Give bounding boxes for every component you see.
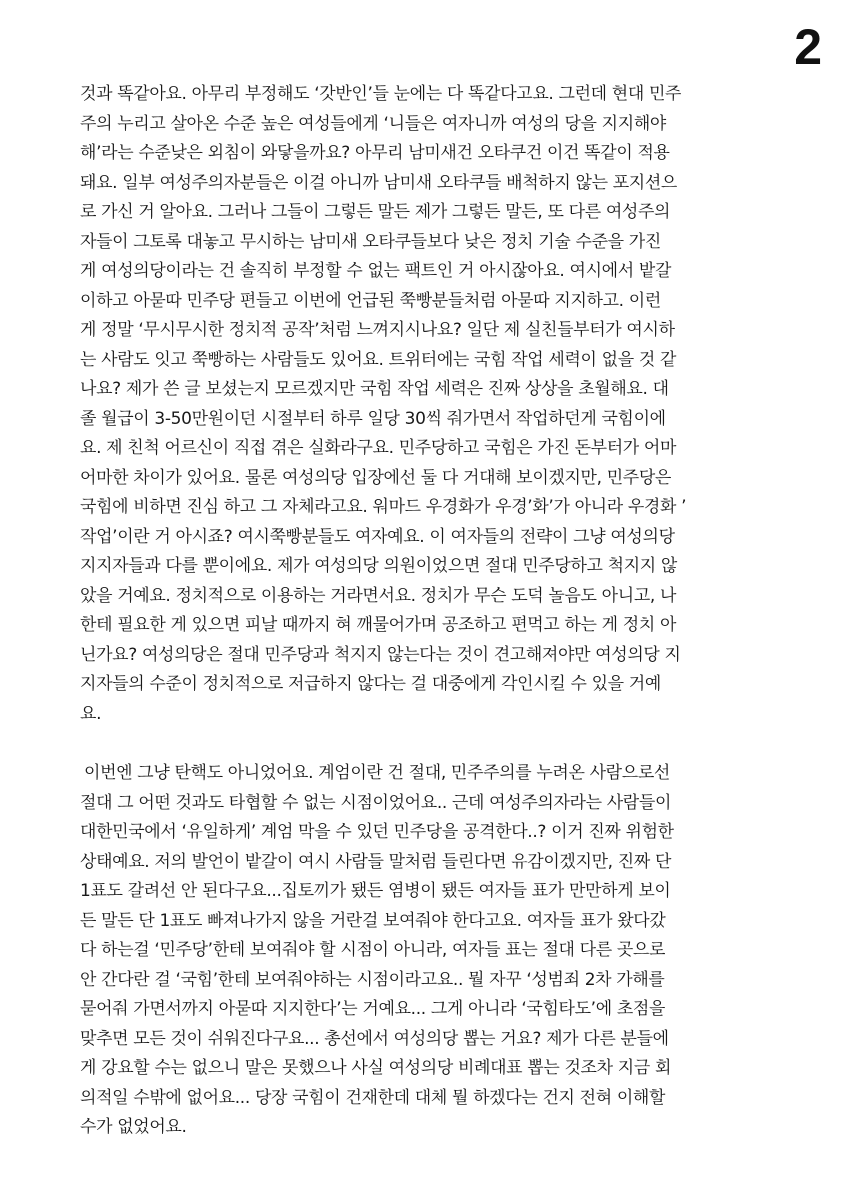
text-line: 절대 그 어떤 것과도 타협할 수 없는 시점이었어요.. 근데 여성주의자라는 사람들이 [80, 792, 672, 813]
text-line: 는 사람도 잇고 쭉빵하는 사람들도 있어요. 트위터에는 국힘 작업 세력이 없을 것 같 [80, 349, 677, 370]
text-line: 요. [80, 703, 102, 724]
text-line: 든 말든 단 1표도 빠져나가지 않을 거란걸 보여줘야 한다고요. 여자들 표가 왔다갔 [80, 910, 666, 931]
text-line: 졸 월급이 3-50만원이던 시절부터 하루 일당 30씩 줘가면서 작업하던게 국힘이에 [80, 408, 666, 429]
paragraph-2 [80, 759, 780, 1143]
text-line: 게 여성의당이라는 건 솔직히 부정할 수 없는 팩트인 거 아시잖아요. 여시에서 밭갈 [80, 261, 672, 281]
text-line: 다 하는걸 ‘민주당’한테 보여줘야 할 시점이 아니라, 여자들 표는 절대 다른 곳으로 [80, 940, 666, 960]
text-line: 이하고 아묻따 민주당 편들고 이번에 언급된 쭉빵분들처럼 아묻따 지지하고. 이런 [80, 290, 661, 311]
text-line: 지자들의 수준이 정치적으로 저급하지 않다는 걸 대중에게 각인시킬 수 있을 거예 [80, 674, 661, 694]
text-line: 이번엔 그냥 탄핵도 아니었어요. 계엄이란 건 절대, 민주주의를 누려온 사람으로선 [84, 763, 670, 783]
text-line: 게 정말 ‘무시무시한 정치적 공작’처럼 느껴지시나요? 일단 제 실친들부터가 여시하 [80, 320, 675, 340]
text-line: 1표도 갈려선 안 된다구요...집토끼가 됐든 염병이 됐든 여자들 표가 만만하게 보이 [80, 881, 671, 901]
paragraph-spacer [80, 729, 780, 759]
text-line: 해’라는 수준낮은 외침이 와닿을까요? 아무리 남미새건 오타쿠건 이건 똑같이 적용 [80, 143, 670, 163]
text-line: 어마한 차이가 있어요. 물론 여성의당 입장에선 둘 다 거대해 보이겠지만, 민주당은 [80, 467, 672, 488]
text-line: 요. 제 친척 어르신이 직접 겪은 실화라구요. 민주당하고 국힘은 가진 돈부터가 어마 [80, 438, 677, 458]
text-line: 대한민국에서 ‘유일하게’ 계엄 막을 수 있던 민주당을 공격한다..? 이거 진짜 위험한 [80, 822, 674, 842]
text-line: 게 강요할 수는 없으니 말은 못했으나 사실 여성의당 비례대표 뽑는 것조차 지금 회 [80, 1058, 672, 1078]
text-line: 주의 누리고 살아온 수준 높은 여성들에게 ‘니들은 여자니까 여성의 당을 지지해야 [80, 113, 666, 134]
text-line: 돼요. 일부 여성주의자분들은 이걸 아니까 남미새 오타쿠들 배척하지 않는 포지션으 [80, 172, 677, 193]
text-line: 상태예요. 저의 발언이 밭갈이 여시 사람들 말처럼 들린다면 유감이겠지만, 진짜 단 [80, 851, 672, 872]
text-line: 수가 없었어요. [80, 1117, 187, 1137]
text-line: 안 간다란 걸 ‘국힘’한테 보여줘야하는 시점이라고요.. 뭘 자꾸 ‘성범죄 2차 가해를 [80, 969, 665, 990]
text-line: 한테 필요한 게 있으면 피날 때까지 혀 깨물어가며 공조하고 편먹고 하는 게 정치 아 [80, 615, 677, 635]
text-line: 맞추면 모든 것이 쉬워진다구요... 총선에서 여성의당 뽑는 거요? 제가 다른 분들에 [80, 1028, 669, 1049]
paragraph-1 [80, 80, 780, 729]
text-line: 지지자들과 다를 뿐이에요. 제가 여성의당 의원이었으면 절대 민주당하고 척지지 않 [80, 556, 677, 576]
text-line: 았을 거예요. 정치적으로 이용하는 거라면서요. 정치가 무슨 도덕 놀음도 아니고, 나 [80, 585, 677, 606]
text-line: 묻어줘 가면서까지 아묻따 지지한다’는 거예요... 그게 아니라 ‘국힘타도’에 초점을 [80, 999, 666, 1019]
text-line: 작업’이란 거 아시죠? 여시쭉빵분들도 여자예요. 이 여자들의 전략이 그냥 여성의당 [80, 526, 675, 547]
text-line: 로 가신 거 알아요. 그러나 그들이 그렇든 말든 제가 그렇든 말든, 또 다른 여성주의 [80, 202, 671, 222]
text-line: 의적일 수밖에 없어요... 당장 국힘이 건재한데 대체 뭘 하겠다는 건지 전혀 이해할 [80, 1087, 666, 1108]
text-line: 자들이 그토록 대놓고 무시하는 남미새 오타쿠들보다 낮은 정치 기술 수준을 가진 [80, 231, 661, 252]
text-line: 닌가요? 여성의당은 절대 민주당과 척지지 않는다는 것이 견고해져야만 여성의당 지 [80, 644, 681, 665]
document-body [80, 80, 780, 1143]
page-number: 2 [794, 19, 822, 75]
text-line: 것과 똑같아요. 아무리 부정해도 ‘갓반인’들 눈에는 다 똑같다고요. 그런데 현대 민주 [80, 84, 682, 104]
text-line: 나요? 제가 쓴 글 보셨는지 모르겠지만 국힘 작업 세력은 진짜 상상을 초월해요. 대 [80, 379, 669, 399]
text-line: 국힘에 비하면 진심 하고 그 자체라고요. 워마드 우경화가 우경’화’가 아니라 우경화 ’ [80, 497, 687, 517]
